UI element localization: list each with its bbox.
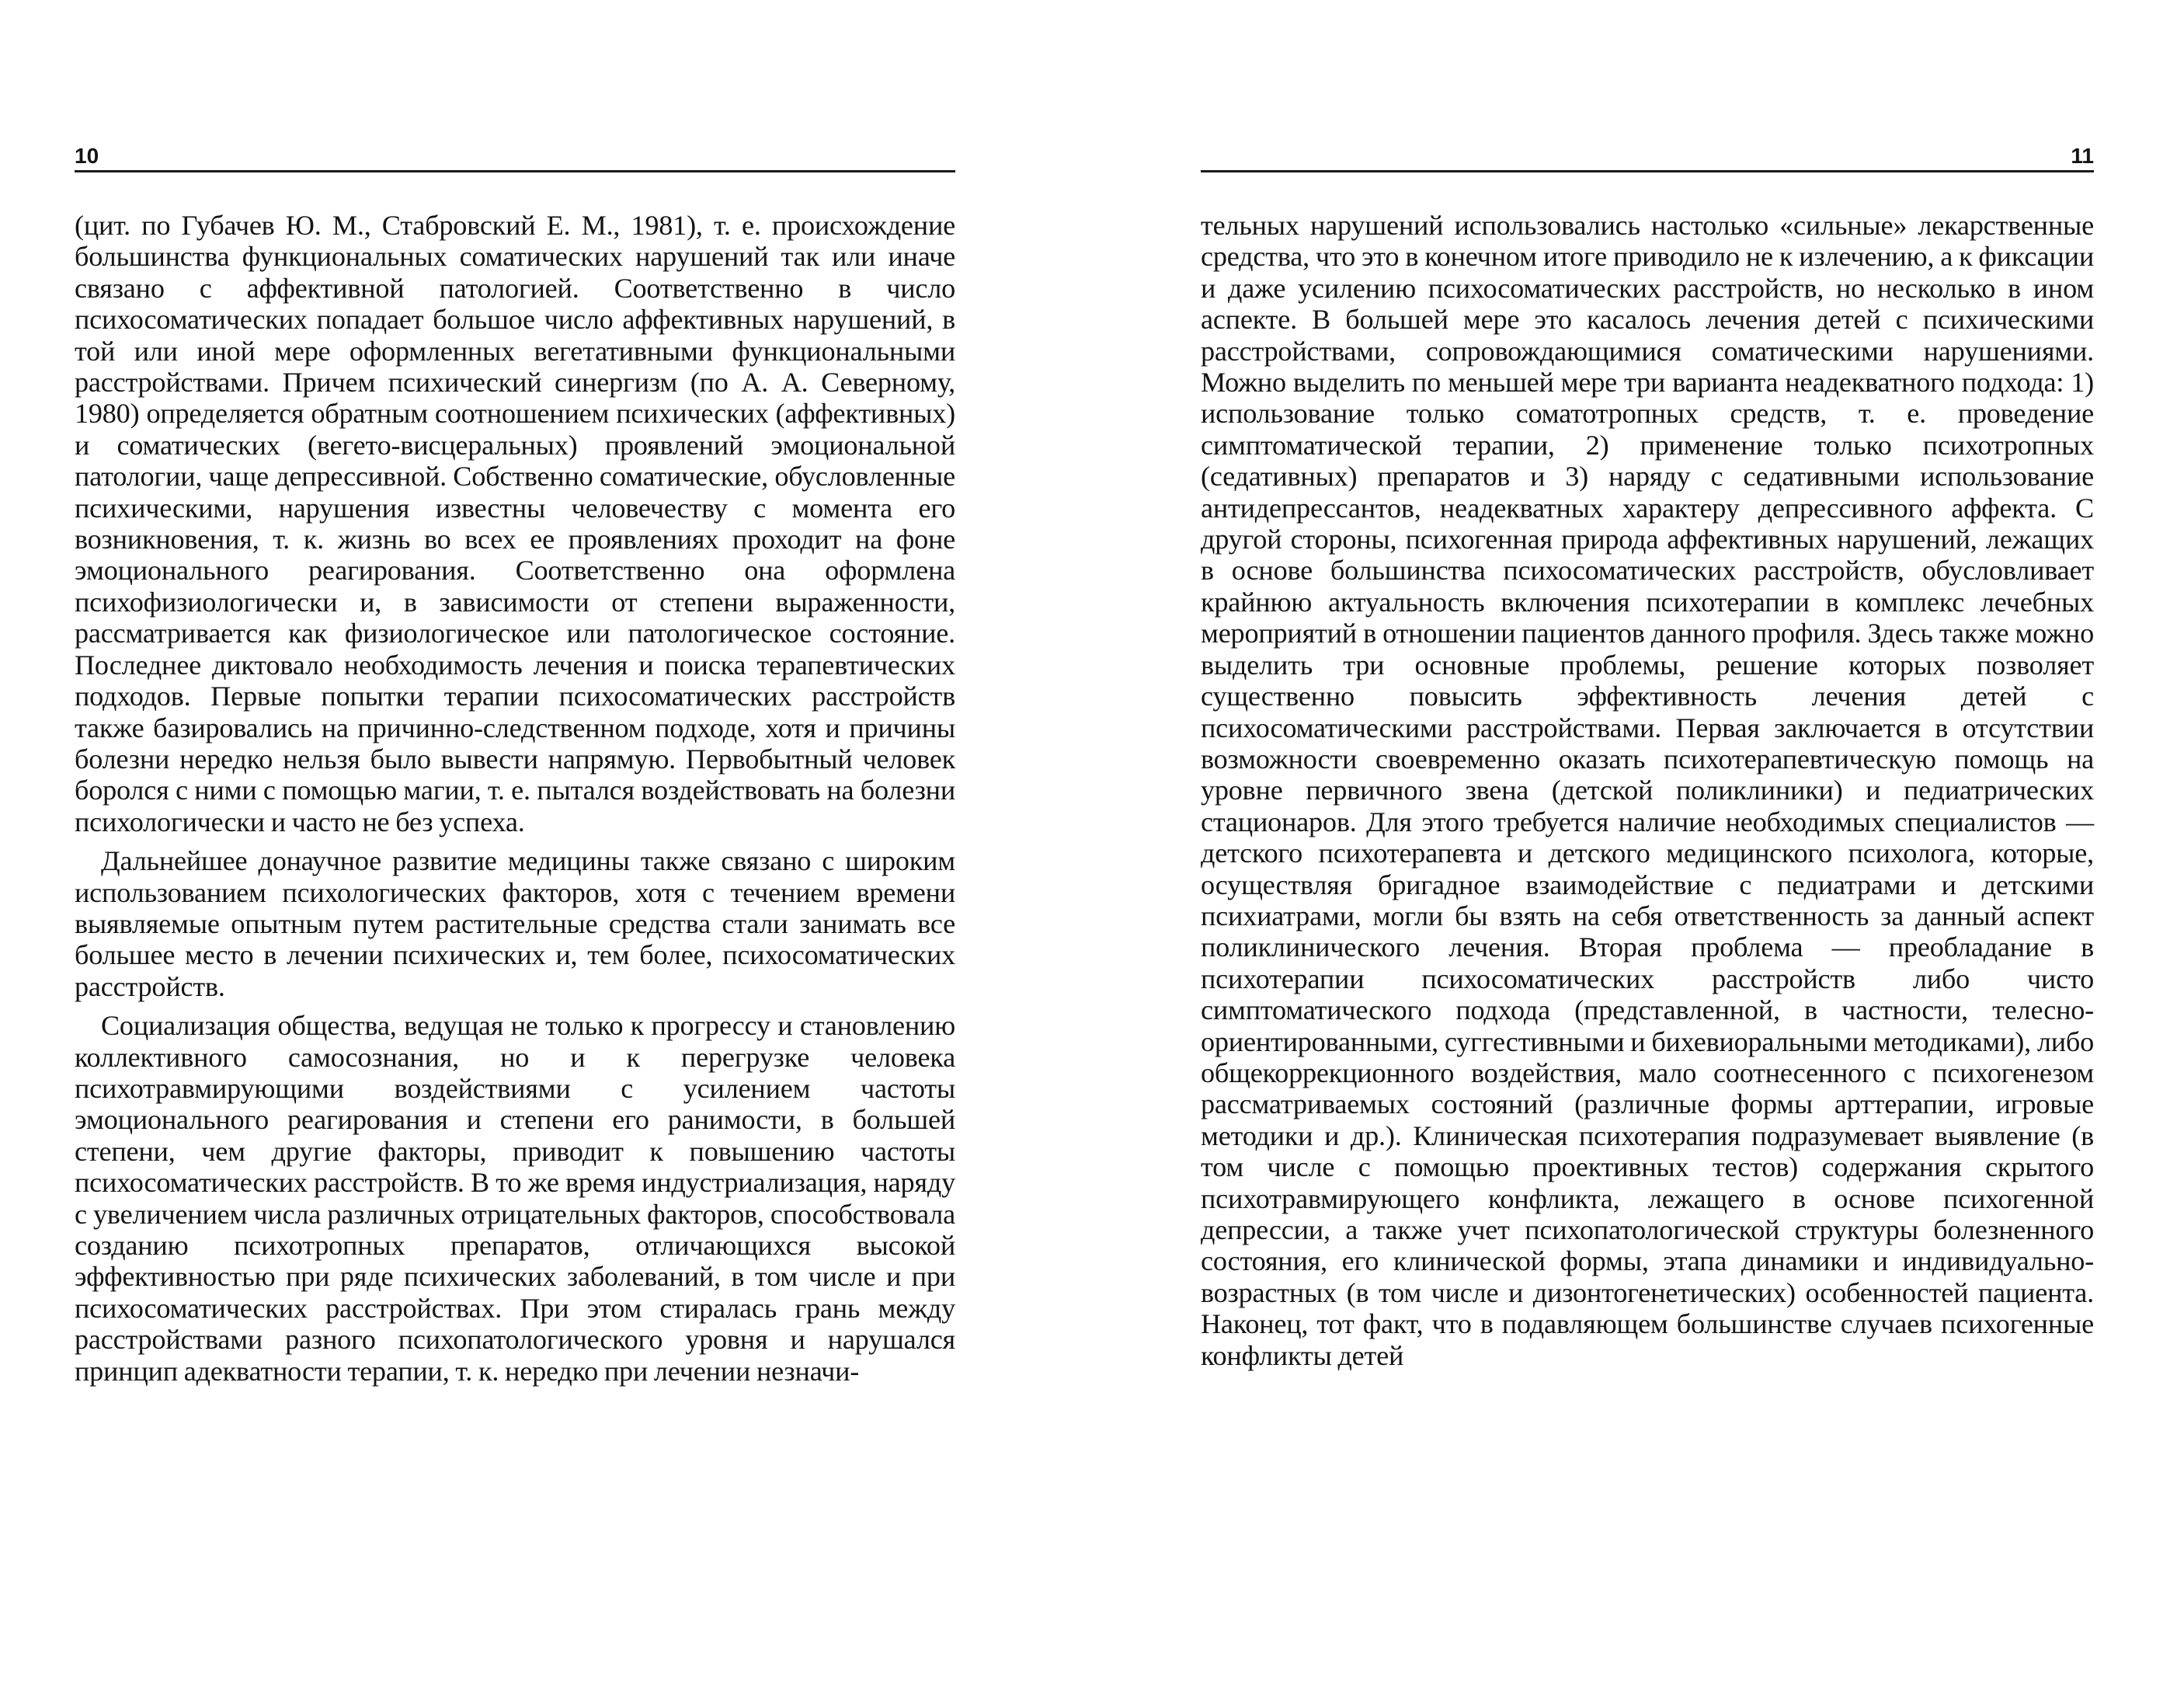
header-rule-left: [75, 170, 955, 172]
right-page-body: [1201, 210, 2094, 1371]
header-rule-right: [1201, 170, 2094, 172]
right-paragraph-1: тельных нарушений использовались настолько «сильные» лекарственные средства, что это в конечном итоге приводило не к излечению, а к фиксации и даже усилению психосоматических расстройств, но несколько в ином аспекте. В большей мере это касалось лечения детей с психическими расстройствами, сопровождающимися соматическими нарушениями. Можно выделить по меньшей мере три варианта неадекватного подхода: 1) использование только соматотропных средств, т. е. проведение симптоматической терапии, 2) применение только психотропных (седативных) препаратов и 3) наряду с седативными использование антидепрессантов, неадекватных характеру депрессивного аффекта. С другой стороны, психогенная природа аффективных нарушений, лежащих в основе большинства психосоматических расстройств, обусловливает крайнюю актуальность включения психотерапии в комплекс лечебных мероприятий в отношении пациентов данного профиля. Здесь также можно выделить три основные проблемы, решение которых позволяет существенно повысить эффективность лечения детей с психосоматическими расстройствами. Первая заключается в отсутствии возможности своевременно оказать психотерапевтическую помощь на уровне первичного звена (детской поликлиники) и педиатрических стационаров. Для этого требуется наличие необходимых специалистов — детского психотерапевта и детского медицинского психолога, которые, осуществляя бригадное взаимодействие с педиатрами и детскими психиатрами, могли бы взять на себя ответственность за данный аспект поликлинического лечения. Вторая проблема — преобладание в психотерапии психосоматических расстройств либо чисто симптоматического подхода (представленной, в частности, телесно-ориентированными, суггестивными и бихевиоральными методиками), либо общекоррекционного воздействия, мало соотнесенного с психогенезом рассматриваемых состояний (различные формы арттерапии, игровые методики и др.). Клиническая психотерапия подразумевает выявление (в том числе с помощью проективных тестов) содержания скрытого психотравмирующего конфликта, лежащего в основе психогенной депрессии, а также учет психопатологической структуры болезненного состояния, его клинической формы, этапа динамики и индивидуально-возрастных (в том числе и дизонтогенетических) особенностей пациента. Наконец, тот факт, что в подавляющем большинстве случаев психогенные конфликты детей: [1201, 210, 2094, 1371]
right-page: [1201, 0, 2094, 1706]
page-number-left: 10: [75, 144, 99, 168]
left-page: [75, 0, 955, 1706]
left-paragraph-2: Дальнейшее донаучное развитие медицины также связано с широким использованием психологических факторов, хотя с течением времени выявляемые опытным путем растительные средства стали занимать все большее место в лечении психических и, тем более, психосоматических расстройств.: [75, 845, 955, 1002]
left-paragraph-3: Социализация общества, ведущая не только к прогрессу и становлению коллективного самосознания, но и к перегрузке человека психотравмирующими воздействиями с усилением частоты эмоционального реагирования и степени его ранимости, в большей степени, чем другие факторы, приводит к повышению частоты психосоматических расстройств. В то же время индустриализация, наряду с увеличением числа различных отрицательных факторов, способствовала созданию психотропных препаратов, отличающихся высокой эффективностью при ряде психических заболеваний, в том числе и при психосоматических расстройствах. При этом стиралась грань между расстройствами разного психопатологического уровня и нарушался принцип адекватности терапии, т. к. нередко при лечении незначи-: [75, 1010, 955, 1387]
page-number-right: 11: [2071, 144, 2094, 168]
left-page-body: [75, 210, 955, 1387]
left-paragraph-1: (цит. по Губачев Ю. М., Стабровский Е. М., 1981), т. е. происхождение большинства функциональных соматических нарушений так или иначе связано с аффективной патологией. Соответственно в число психосоматических попадает большое число аффективных нарушений, в той или иной мере оформленных вегетативными функциональными расстройствами. Причем психический синергизм (по А. А. Северному, 1980) определяется обратным соотношением психических (аффективных) и соматических (вегето-висцеральных) проявлений эмоциональной патологии, чаще депрессивной. Собственно соматические, обусловленные психическими, нарушения известны человечеству с момента его возникновения, т. к. жизнь во всех ее проявлениях проходит на фоне эмоционального реагирования. Соответственно она оформлена психофизиологически и, в зависимости от степени выраженности, рассматривается как физиологическое или патологическое состояние. Последнее диктовало необходимость лечения и поиска терапевтических подходов. Первые попытки терапии психосоматических расстройств также базировались на причинно-следственном подходе, хотя и причины болезни нередко нельзя было вывести напрямую. Первобытный человек боролся с ними с помощью магии, т. е. пытался воздействовать на болезни психологически и часто не без успеха.: [75, 210, 955, 837]
